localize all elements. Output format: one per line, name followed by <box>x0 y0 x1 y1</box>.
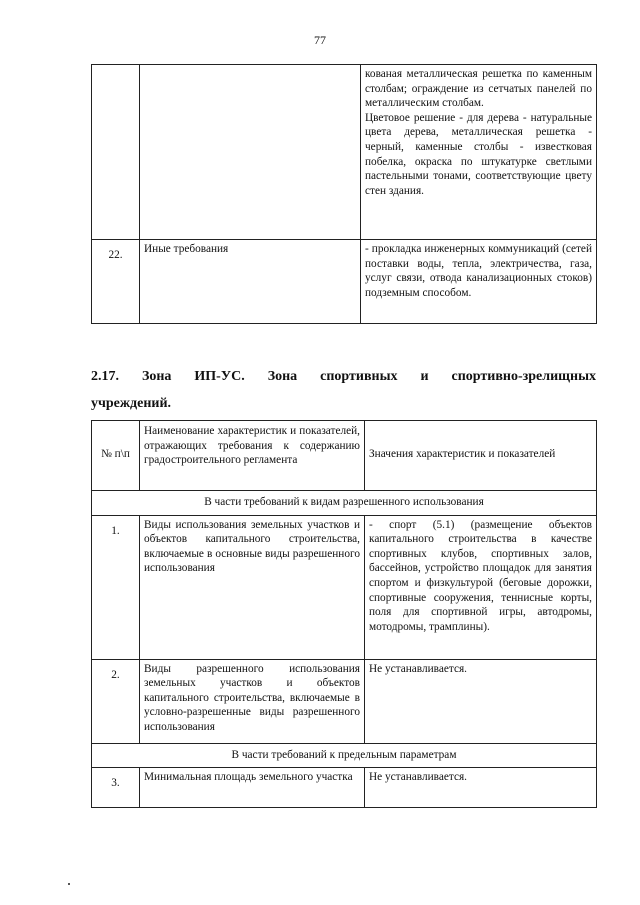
characteristic-cell <box>140 65 361 240</box>
section-title-cell: В части требований к видам разрешенного использования <box>92 491 597 516</box>
value-cell: кованая металлическая решетка по каменным столбам; ограждение из сетчатых панелей по металлическим столбам. Цветовое решение - для дерева - натуральные цвета дерева, металлическая решетка - черный, каменные столбы - известковая побелка, окраска по штукатурке светлыми пастельными тонами, соответствующие цвету стен здания. <box>361 65 597 240</box>
value-cell: Не устанавливается. <box>365 659 597 743</box>
value-cell: Не устанавливается. <box>365 768 597 808</box>
characteristic-cell: Виды использования земельных участков и объектов капитального строительства, включаемые в основные виды разрешенного использования <box>140 515 365 659</box>
value-cell: - спорт (5.1) (размещение объектов капитального строительства в качестве спортивных клубов, спортивных залов, бассейнов, устройство площадок для занятия спортом и физкультурой (беговые дорожки, спортивные сооружения, теннисные корты, поля для спортивной игры, автодромы, мотодромы, трамплины). <box>365 515 597 659</box>
header-name-cell: Наименование характеристик и показателей, отражающих требования к содержанию градостроительного регламента <box>140 421 365 491</box>
scan-speck <box>68 883 70 885</box>
section-title-row <box>92 491 597 516</box>
section-title-row <box>92 743 597 768</box>
characteristic-cell: Минимальная площадь земельного участка <box>140 768 365 808</box>
row-number-cell: 3. <box>92 768 140 808</box>
row-number-cell: 2. <box>92 659 140 743</box>
value-cell: - прокладка инженерных коммуникаций (сетей поставки воды, тепла, электричества, газа, услуг связи, отвода канализационных стоков) подземным способом. <box>361 240 597 324</box>
row-number-cell <box>92 65 140 240</box>
header-number-cell: № п\п <box>92 421 140 491</box>
section-heading-continuation: учреждений. <box>91 396 172 411</box>
zone-regulations-table <box>91 420 597 808</box>
continued-requirements-table <box>91 64 597 324</box>
row-number-cell: 22. <box>92 240 140 324</box>
header-value-cell: Значения характеристик и показателей <box>365 421 597 491</box>
table-row <box>92 515 597 659</box>
section-heading: 2.17. Зона ИП-УС. Зона спортивных и спортивно-зрелищных <box>91 369 596 384</box>
row-number-cell: 1. <box>92 515 140 659</box>
page-number: 77 <box>314 33 326 47</box>
characteristic-cell: Виды разрешенного использования земельных участков и объектов капитального строительства, включаемые в условно-разрешенные виды разрешенного использования <box>140 659 365 743</box>
table-header-row <box>92 421 597 491</box>
table-row <box>92 768 597 808</box>
table-row <box>92 240 597 324</box>
table-row <box>92 65 597 240</box>
characteristic-cell: Иные требования <box>140 240 361 324</box>
table-row <box>92 659 597 743</box>
section-title-cell: В части требований к предельным параметрам <box>92 743 597 768</box>
